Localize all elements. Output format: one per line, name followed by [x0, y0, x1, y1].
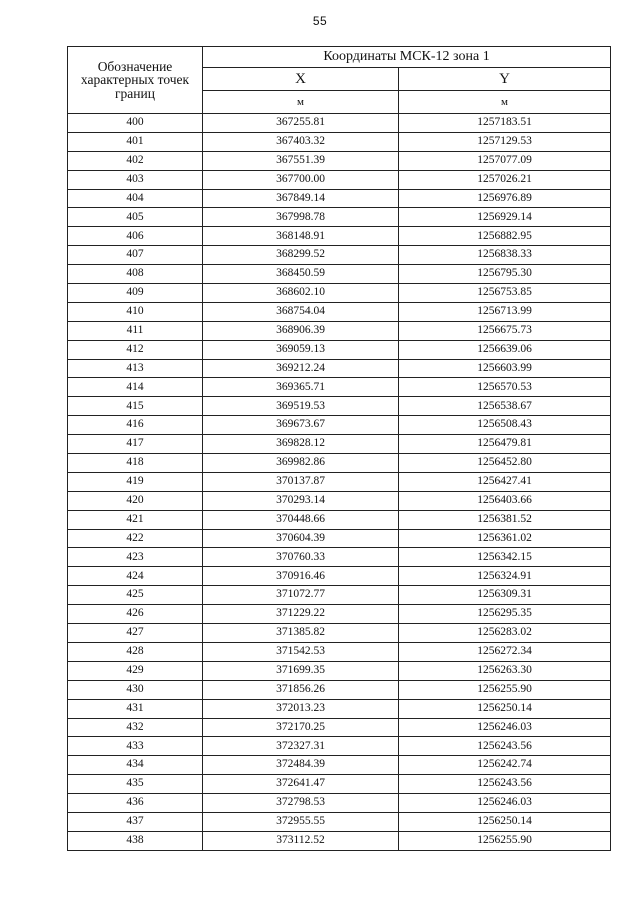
point-number-cell: 412 — [68, 340, 203, 359]
point-number-cell: 430 — [68, 680, 203, 699]
y-coordinate-cell: 1257026.21 — [399, 170, 611, 189]
x-coordinate-cell: 368450.59 — [203, 265, 399, 284]
point-number-cell: 403 — [68, 170, 203, 189]
x-coordinate-cell: 369828.12 — [203, 435, 399, 454]
y-coordinate-cell: 1256243.56 — [399, 775, 611, 794]
point-number-cell: 409 — [68, 284, 203, 303]
x-coordinate-cell: 370293.14 — [203, 491, 399, 510]
x-coordinate-cell: 369059.13 — [203, 340, 399, 359]
x-coordinate-cell: 370916.46 — [203, 567, 399, 586]
coordinates-table — [67, 46, 611, 851]
table-row — [68, 114, 611, 133]
y-coordinate-cell: 1256361.02 — [399, 529, 611, 548]
table-row — [68, 132, 611, 151]
point-number-cell: 404 — [68, 189, 203, 208]
table-row — [68, 246, 611, 265]
table-body — [68, 114, 611, 851]
x-coordinate-cell: 371542.53 — [203, 642, 399, 661]
y-coordinate-cell: 1256838.33 — [399, 246, 611, 265]
y-coordinate-cell: 1256929.14 — [399, 208, 611, 227]
point-number-cell: 407 — [68, 246, 203, 265]
page-number: 55 — [312, 14, 328, 28]
y-coordinate-cell: 1256381.52 — [399, 510, 611, 529]
x-coordinate-cell: 368299.52 — [203, 246, 399, 265]
point-number-cell: 423 — [68, 548, 203, 567]
x-coordinate-cell: 368602.10 — [203, 284, 399, 303]
x-coordinate-cell: 371699.35 — [203, 661, 399, 680]
table-row — [68, 454, 611, 473]
point-number-cell: 425 — [68, 586, 203, 605]
y-coordinate-cell: 1256479.81 — [399, 435, 611, 454]
point-number-cell: 401 — [68, 132, 203, 151]
x-coordinate-cell: 370604.39 — [203, 529, 399, 548]
x-coordinate-cell: 371072.77 — [203, 586, 399, 605]
table-row — [68, 397, 611, 416]
x-coordinate-cell: 371385.82 — [203, 624, 399, 643]
point-number-cell: 402 — [68, 151, 203, 170]
y-coordinate-cell: 1256570.53 — [399, 378, 611, 397]
point-number-cell: 428 — [68, 642, 203, 661]
point-number-cell: 433 — [68, 737, 203, 756]
table-row — [68, 812, 611, 831]
point-number-cell: 413 — [68, 359, 203, 378]
x-coordinate-cell: 368754.04 — [203, 302, 399, 321]
y-axis-header: Y — [399, 68, 611, 91]
y-coordinate-cell: 1256976.89 — [399, 189, 611, 208]
point-number-cell: 434 — [68, 756, 203, 775]
x-unit-header: м — [203, 91, 399, 114]
y-coordinate-cell: 1256263.30 — [399, 661, 611, 680]
table-row — [68, 227, 611, 246]
table-row — [68, 680, 611, 699]
y-coordinate-cell: 1256309.31 — [399, 586, 611, 605]
y-coordinate-cell: 1256675.73 — [399, 321, 611, 340]
table-row — [68, 378, 611, 397]
x-coordinate-cell: 372798.53 — [203, 794, 399, 813]
x-coordinate-cell: 372641.47 — [203, 775, 399, 794]
point-number-cell: 421 — [68, 510, 203, 529]
x-coordinate-cell: 372013.23 — [203, 699, 399, 718]
x-coordinate-cell: 370137.87 — [203, 472, 399, 491]
y-coordinate-cell: 1256243.56 — [399, 737, 611, 756]
table-row — [68, 359, 611, 378]
point-designation-header: Обозначение характерных точек границ — [68, 47, 203, 114]
point-number-cell: 420 — [68, 491, 203, 510]
y-unit-header: м — [399, 91, 611, 114]
x-coordinate-cell: 372170.25 — [203, 718, 399, 737]
table-row — [68, 170, 611, 189]
point-number-cell: 432 — [68, 718, 203, 737]
x-coordinate-cell: 367849.14 — [203, 189, 399, 208]
y-coordinate-cell: 1256795.30 — [399, 265, 611, 284]
point-number-cell: 411 — [68, 321, 203, 340]
table-header — [68, 47, 611, 114]
table-row — [68, 661, 611, 680]
y-coordinate-cell: 1256639.06 — [399, 340, 611, 359]
point-number-cell: 424 — [68, 567, 203, 586]
table-row — [68, 775, 611, 794]
point-number-cell: 410 — [68, 302, 203, 321]
x-coordinate-cell: 367403.32 — [203, 132, 399, 151]
x-coordinate-cell: 369365.71 — [203, 378, 399, 397]
point-number-cell: 435 — [68, 775, 203, 794]
table-row — [68, 699, 611, 718]
y-coordinate-cell: 1257183.51 — [399, 114, 611, 133]
y-coordinate-cell: 1256242.74 — [399, 756, 611, 775]
x-coordinate-cell: 368148.91 — [203, 227, 399, 246]
table-row — [68, 548, 611, 567]
x-coordinate-cell: 369212.24 — [203, 359, 399, 378]
point-number-cell: 436 — [68, 794, 203, 813]
table-row — [68, 510, 611, 529]
point-number-cell: 408 — [68, 265, 203, 284]
y-coordinate-cell: 1256246.03 — [399, 718, 611, 737]
point-number-cell: 417 — [68, 435, 203, 454]
table-row — [68, 794, 611, 813]
table-row — [68, 586, 611, 605]
x-coordinate-cell: 372484.39 — [203, 756, 399, 775]
table-row — [68, 321, 611, 340]
y-coordinate-cell: 1256603.99 — [399, 359, 611, 378]
table-row — [68, 624, 611, 643]
table-row — [68, 491, 611, 510]
point-number-cell: 429 — [68, 661, 203, 680]
y-coordinate-cell: 1256283.02 — [399, 624, 611, 643]
point-number-cell: 406 — [68, 227, 203, 246]
x-coordinate-cell: 369519.53 — [203, 397, 399, 416]
x-coordinate-cell: 367998.78 — [203, 208, 399, 227]
point-number-cell: 419 — [68, 472, 203, 491]
table-row — [68, 472, 611, 491]
point-number-cell: 426 — [68, 605, 203, 624]
table-row — [68, 340, 611, 359]
y-coordinate-cell: 1256250.14 — [399, 812, 611, 831]
point-number-cell: 405 — [68, 208, 203, 227]
table-row — [68, 189, 611, 208]
y-coordinate-cell: 1256342.15 — [399, 548, 611, 567]
table-row — [68, 302, 611, 321]
table-row — [68, 737, 611, 756]
x-coordinate-cell: 372327.31 — [203, 737, 399, 756]
x-coordinate-cell: 368906.39 — [203, 321, 399, 340]
y-coordinate-cell: 1256255.90 — [399, 680, 611, 699]
x-coordinate-cell: 367255.81 — [203, 114, 399, 133]
table-row — [68, 529, 611, 548]
y-coordinate-cell: 1256246.03 — [399, 794, 611, 813]
point-number-cell: 416 — [68, 416, 203, 435]
x-coordinate-cell: 367700.00 — [203, 170, 399, 189]
table-row — [68, 642, 611, 661]
x-axis-header: X — [203, 68, 399, 91]
table-row — [68, 605, 611, 624]
x-coordinate-cell: 369982.86 — [203, 454, 399, 473]
table-row — [68, 265, 611, 284]
x-coordinate-cell: 370760.33 — [203, 548, 399, 567]
table-row — [68, 151, 611, 170]
point-number-cell: 427 — [68, 624, 203, 643]
y-coordinate-cell: 1256508.43 — [399, 416, 611, 435]
y-coordinate-cell: 1256753.85 — [399, 284, 611, 303]
y-coordinate-cell: 1256452.80 — [399, 454, 611, 473]
table-row — [68, 416, 611, 435]
y-coordinate-cell: 1256403.66 — [399, 491, 611, 510]
x-coordinate-cell: 371229.22 — [203, 605, 399, 624]
y-coordinate-cell: 1256250.14 — [399, 699, 611, 718]
table-row — [68, 208, 611, 227]
point-number-cell: 414 — [68, 378, 203, 397]
point-number-cell: 400 — [68, 114, 203, 133]
x-coordinate-cell: 367551.39 — [203, 151, 399, 170]
point-number-cell: 437 — [68, 812, 203, 831]
x-coordinate-cell: 372955.55 — [203, 812, 399, 831]
y-coordinate-cell: 1256272.34 — [399, 642, 611, 661]
point-number-cell: 415 — [68, 397, 203, 416]
coordinate-system-header: Координаты МСК-12 зона 1 — [203, 47, 611, 68]
table-row — [68, 831, 611, 850]
x-coordinate-cell: 370448.66 — [203, 510, 399, 529]
table-row — [68, 284, 611, 303]
x-coordinate-cell: 371856.26 — [203, 680, 399, 699]
point-number-cell: 422 — [68, 529, 203, 548]
y-coordinate-cell: 1256713.99 — [399, 302, 611, 321]
point-number-cell: 431 — [68, 699, 203, 718]
y-coordinate-cell: 1257129.53 — [399, 132, 611, 151]
x-coordinate-cell: 369673.67 — [203, 416, 399, 435]
x-coordinate-cell: 373112.52 — [203, 831, 399, 850]
table-row — [68, 718, 611, 737]
y-coordinate-cell: 1257077.09 — [399, 151, 611, 170]
point-number-cell: 438 — [68, 831, 203, 850]
table-row — [68, 756, 611, 775]
y-coordinate-cell: 1256427.41 — [399, 472, 611, 491]
y-coordinate-cell: 1256324.91 — [399, 567, 611, 586]
point-number-cell: 418 — [68, 454, 203, 473]
table-row — [68, 435, 611, 454]
y-coordinate-cell: 1256255.90 — [399, 831, 611, 850]
y-coordinate-cell: 1256295.35 — [399, 605, 611, 624]
y-coordinate-cell: 1256538.67 — [399, 397, 611, 416]
table-row — [68, 567, 611, 586]
y-coordinate-cell: 1256882.95 — [399, 227, 611, 246]
